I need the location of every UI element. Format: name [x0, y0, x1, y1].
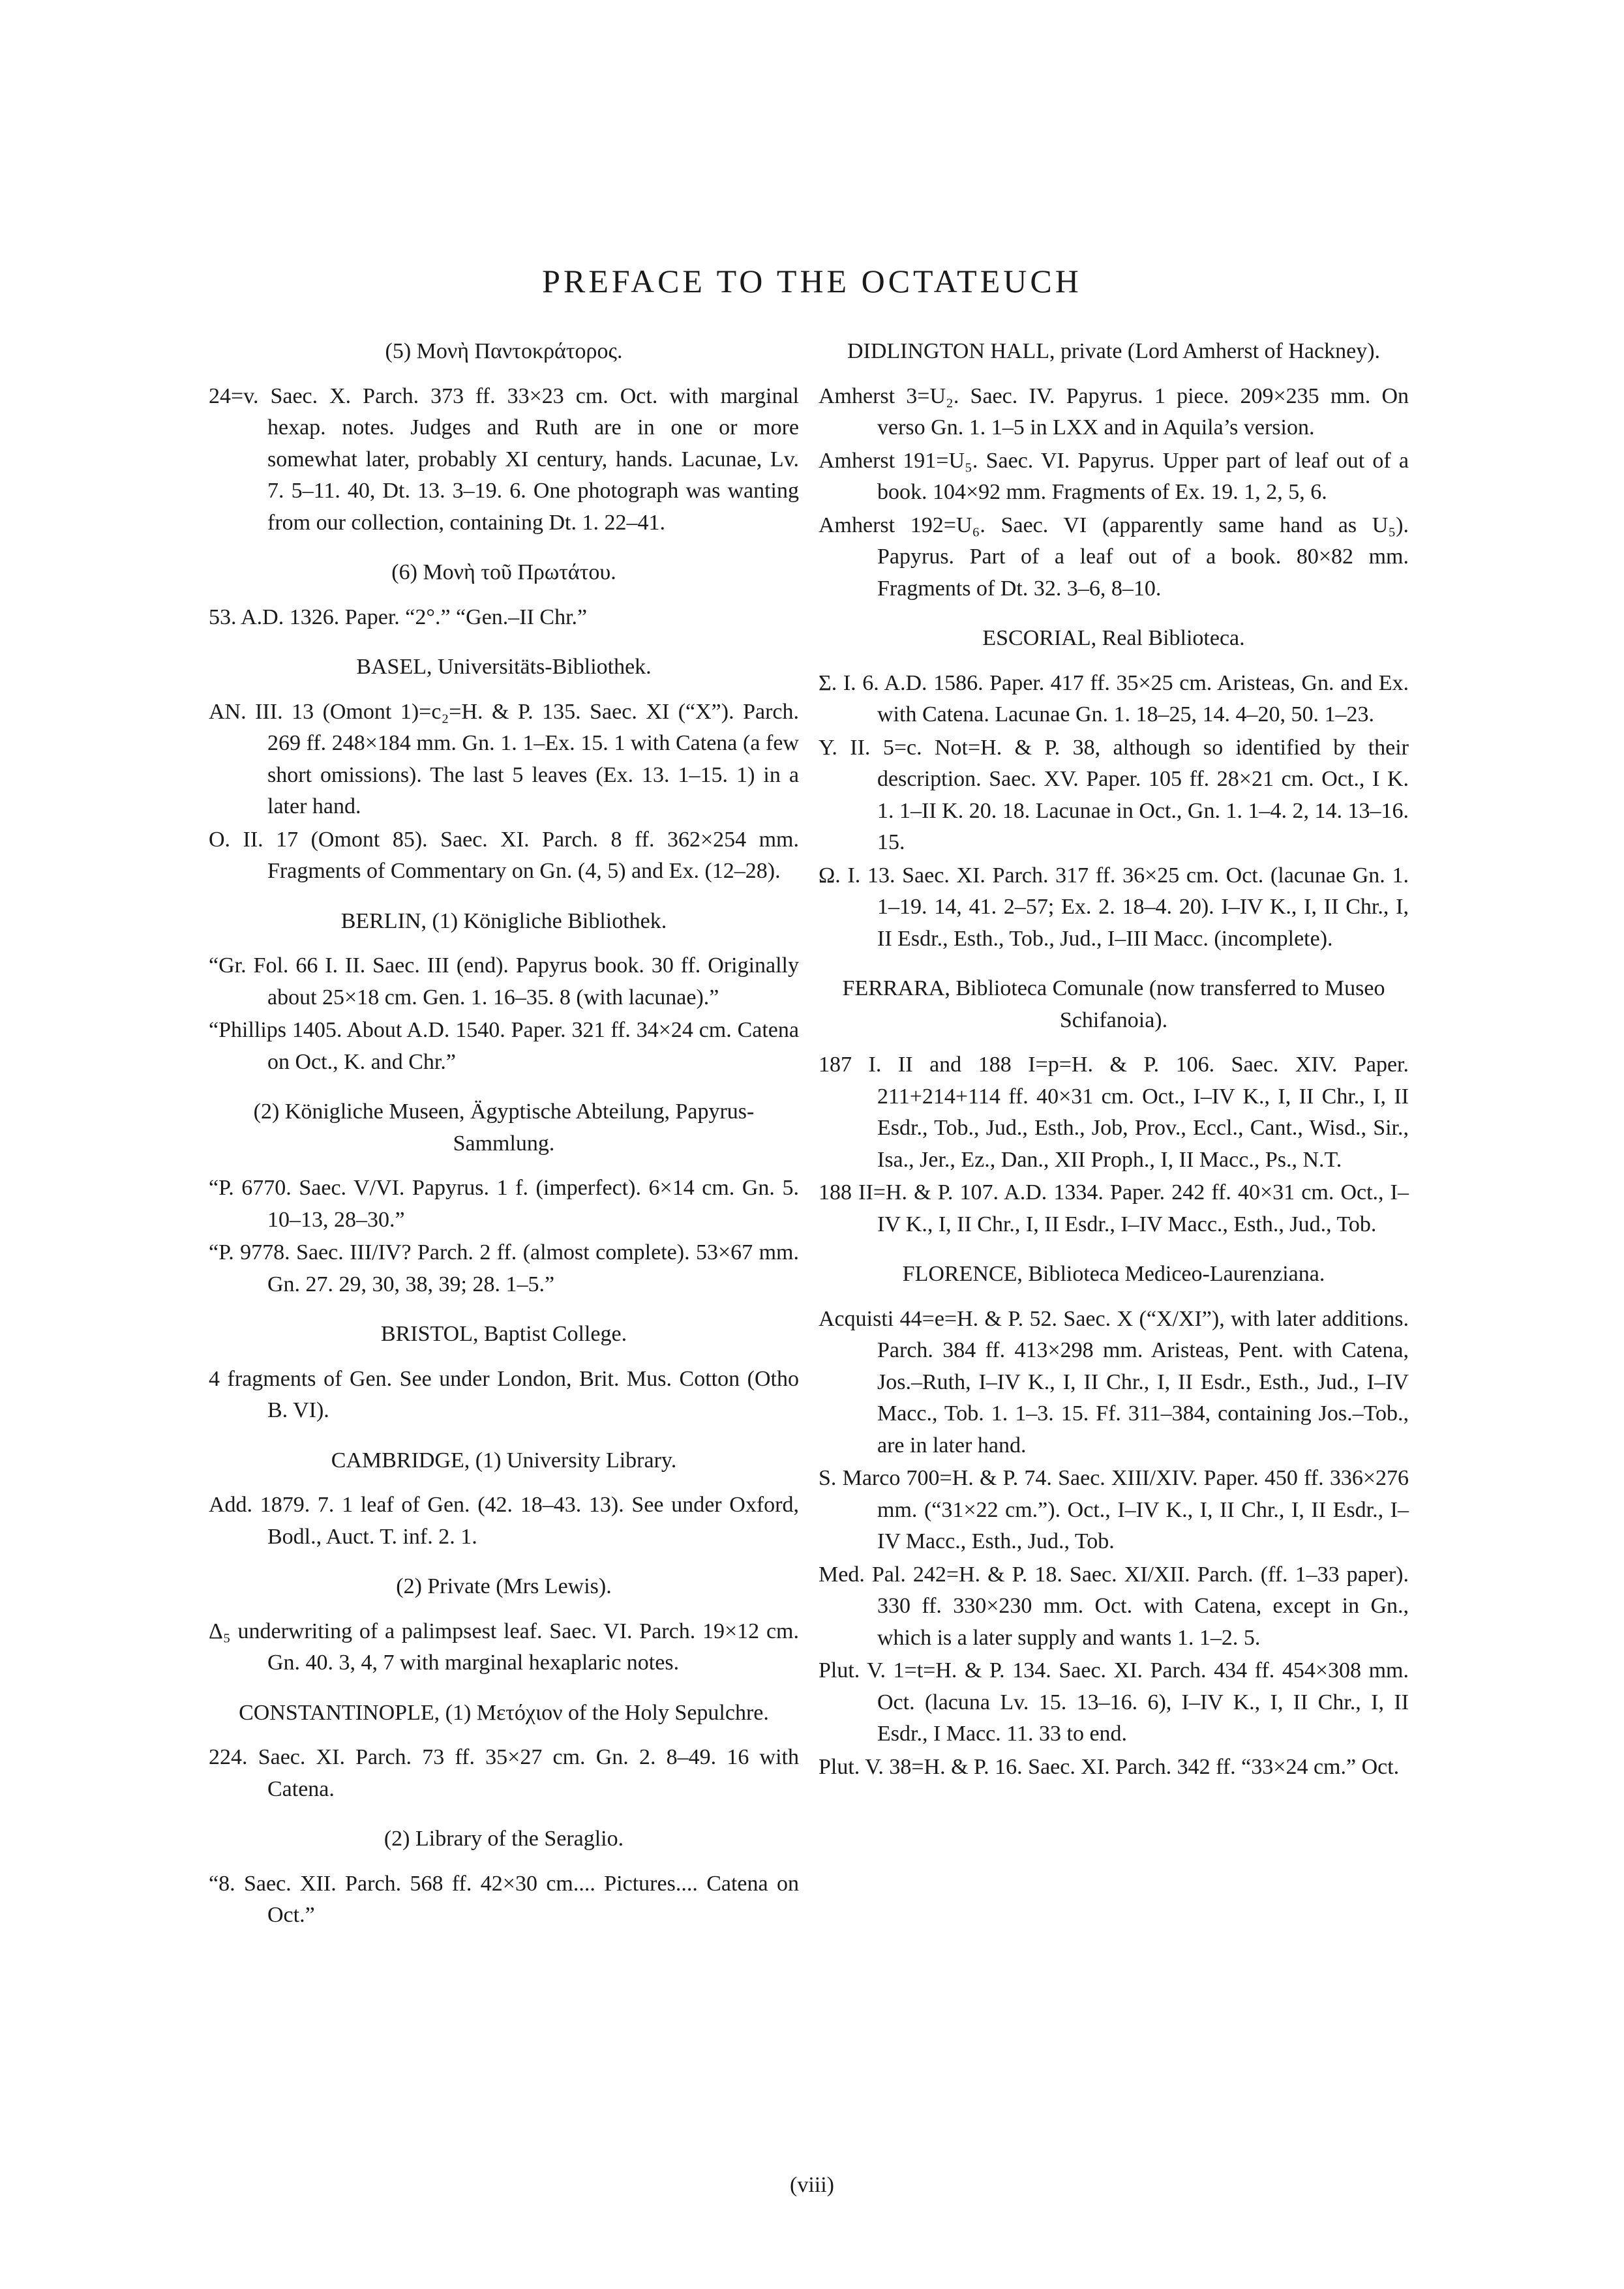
manuscript-entry: Plut. V. 1=t=H. & P. 134. Saec. XI. Parch. 434 ff. 454×308 mm. Oct. (lacuna Lv. 15. 13–16. 6), I–IV K., I, II Chr., I, II Esdr., I Macc. 11. 33 to end. — [819, 1658, 1409, 1746]
section-heading: (5) Μονὴ Παντοκράτορος. — [385, 339, 623, 363]
manuscript-entry: Δ₅ underwriting of a palimpsest leaf. Saec. VI. Parch. 19×12 cm. Gn. 40. 3, 4, 7 with marginal hexaplaric notes. — [209, 1619, 799, 1675]
manuscript-entry: 224. Saec. XI. Parch. 73 ff. 35×27 cm. Gn. 2. 8–49. 16 with Catena. — [209, 1745, 799, 1801]
manuscript-entry: Ω. I. 13. Saec. XI. Parch. 317 ff. 36×25 cm. Oct. (lacunae Gn. 1. 1–19. 14, 41. 2–57; Ex. 2. 18–4. 20). I–IV K., I, II Chr., I, II Esdr., Esth., Tob., Jud., I–III Macc. (incomplete). — [819, 863, 1409, 951]
manuscript-entry: 24=v. Saec. X. Parch. 373 ff. 33×23 cm. Oct. with marginal hexap. notes. Judges and Ruth are in one or more somewhat later, probably XI century, hands. Lacunae, Lv. 7. 5–11. 40, Dt. 13. 3–19. 6. One photograph was wanting from our collection, containing Dt. 1. 22–41. — [209, 383, 799, 535]
manuscript-entry: AN. III. 13 (Omont 1)=c₂=H. & P. 135. Saec. XI (“X”). Parch. 269 ff. 248×184 mm. Gn. 1. 1–Ex. 15. 1 with Catena (a few short omissions). The last 5 leaves (Ex. 13. 1–15. 1) in a later hand. — [209, 699, 799, 818]
section-heading: ESCORIAL, Real Biblioteca. — [982, 626, 1245, 650]
section-heading: BASEL, Universitäts-Bibliothek. — [356, 655, 652, 679]
section-heading: (6) Μονὴ τοῦ Πρωτάτου. — [391, 560, 616, 584]
section-heading: BERLIN, (1) Königliche Bibliothek. — [340, 908, 667, 933]
left-column — [209, 336, 799, 1933]
manuscript-entry: Amherst 192=U₆. Saec. VI (apparently same hand as U₅). Papyrus. Part of a leaf out of a book. 80×82 mm. Fragments of Dt. 32. 3–6, 8–10. — [819, 513, 1409, 601]
manuscript-entry: Acquisti 44=e=H. & P. 52. Saec. X (“X/XI”), with later additions. Parch. 384 ff. 413×298 mm. Aristeas, Pent. with Catena, Jos.–Ruth, I–IV K., I, II Chr., I, II Esdr., Esth., Jud., I–IV Macc., Tob. 1. 1–3. 15. Ff. 311–384, containing Jos.–Tob., are in later hand. — [819, 1306, 1409, 1458]
section-heading: (2) Private (Mrs Lewis). — [396, 1574, 612, 1598]
manuscript-entry: Υ. II. 5=c. Not=H. & P. 38, although so identified by their description. Saec. XV. Paper. 105 ff. 28×21 cm. Oct., I K. 1. 1–II K. 20. 18. Lacunae in Oct., Gn. 1. 1–4. 2, 14. 13–16. 15. — [819, 735, 1409, 854]
manuscript-entry: “Phillips 1405. About A.D. 1540. Paper. 321 ff. 34×24 cm. Catena on Oct., K. and Chr.” — [209, 1018, 799, 1074]
page-title: PREFACE TO THE OCTATEUCH — [542, 263, 1082, 299]
section-heading: FERRARA, Biblioteca Comunale (now transferred to Museo Schifanoia). — [842, 976, 1385, 1032]
manuscript-entry: “P. 9778. Saec. III/IV? Parch. 2 ff. (almost complete). 53×67 mm. Gn. 27. 29, 30, 38, 39; 28. 1–5.” — [209, 1240, 799, 1296]
manuscript-entry: O. II. 17 (Omont 85). Saec. XI. Parch. 8 ff. 362×254 mm. Fragments of Commentary on Gn. (4, 5) and Ex. (12–28). — [209, 827, 799, 883]
manuscript-entry: Amherst 3=U₂. Saec. IV. Papyrus. 1 piece. 209×235 mm. On verso Gn. 1. 1–5 in LXX and in Aquila’s version. — [819, 383, 1409, 440]
section-heading: (2) Library of the Seraglio. — [383, 1827, 624, 1851]
manuscript-entry: Med. Pal. 242=H. & P. 18. Saec. XI/XII. Parch. (ff. 1–33 paper). 330 ff. 330×230 mm. Oct. with Catena, except in Gn., which is a later supply and wants 1. 1–2. 5. — [819, 1562, 1409, 1650]
manuscript-entry: 53. A.D. 1326. Paper. “2°.” “Gen.–II Chr.” — [209, 605, 588, 629]
section-heading: CONSTANTINOPLE, (1) Μετόχιον of the Holy Sepulchre. — [239, 1700, 769, 1725]
manuscript-entry: 187 I. II and 188 I=p=H. & P. 106. Saec. XIV. Paper. 211+214+114 ff. 40×31 cm. Oct., I–IV K., I, II Chr., I, II Esdr., Tob., Jud., Esth., Job, Prov., Eccl., Cant., Wisd., Sir., Isa., Jer., Ez., Dan., XII Proph., I, II Macc., Ps., N.T. — [819, 1053, 1409, 1172]
section-heading: DIDLINGTON HALL, private (Lord Amherst of Hackney). — [847, 339, 1381, 363]
manuscript-entry: “P. 6770. Saec. V/VI. Papyrus. 1 f. (imperfect). 6×14 cm. Gn. 5. 10–13, 28–30.” — [209, 1176, 799, 1232]
right-column — [819, 336, 1409, 1784]
section-heading: (2) Königliche Museen, Ägyptische Abteilung, Papyrus-Sammlung. — [253, 1100, 755, 1156]
section-heading: FLORENCE, Biblioteca Mediceo-Laurenziana. — [902, 1262, 1325, 1286]
manuscript-entry: Plut. V. 38=H. & P. 16. Saec. XI. Parch. 342 ff. “33×24 cm.” Oct. — [819, 1754, 1400, 1779]
section-heading: CAMBRIDGE, (1) University Library. — [331, 1448, 677, 1473]
manuscript-entry: S. Marco 700=H. & P. 74. Saec. XIII/XIV. Paper. 450 ff. 336×276 mm. (“31×22 cm.”). Oct., I–IV K., I, II Chr., I, II Esdr., I–IV Macc., Esth., Jud., Tob. — [819, 1466, 1409, 1553]
page-number: (viii) — [790, 2173, 834, 2197]
section-heading: BRISTOL, Baptist College. — [380, 1322, 627, 1346]
manuscript-entry: “Gr. Fol. 66 I. II. Saec. III (end). Papyrus book. 30 ff. Originally about 25×18 cm. Gen. 1. 16–35. 8 (with lacunae).” — [209, 953, 799, 1010]
manuscript-entry: “8. Saec. XII. Parch. 568 ff. 42×30 cm.... Pictures.... Catena on Oct.” — [209, 1871, 799, 1927]
manuscript-entry: 4 fragments of Gen. See under London, Brit. Mus. Cotton (Otho B. VI). — [209, 1366, 799, 1422]
manuscript-entry: Σ. I. 6. A.D. 1586. Paper. 417 ff. 35×25 cm. Aristeas, Gn. and Ex. with Catena. Lacunae Gn. 1. 18–25, 14. 4–20, 50. 1–23. — [819, 670, 1409, 726]
manuscript-entry: Add. 1879. 7. 1 leaf of Gen. (42. 18–43. 13). See under Oxford, Bodl., Auct. T. inf. 2. 1. — [209, 1493, 799, 1549]
manuscript-entry: 188 II=H. & P. 107. A.D. 1334. Paper. 242 ff. 40×31 cm. Oct., I–IV K., I, II Chr., I, II Esdr., I–IV Macc., Esth., Jud., Tob. — [819, 1180, 1409, 1236]
manuscript-entry: Amherst 191=U₅. Saec. VI. Papyrus. Upper part of leaf out of a book. 104×92 mm. Fragments of Ex. 19. 1, 2, 5, 6. — [819, 448, 1409, 504]
